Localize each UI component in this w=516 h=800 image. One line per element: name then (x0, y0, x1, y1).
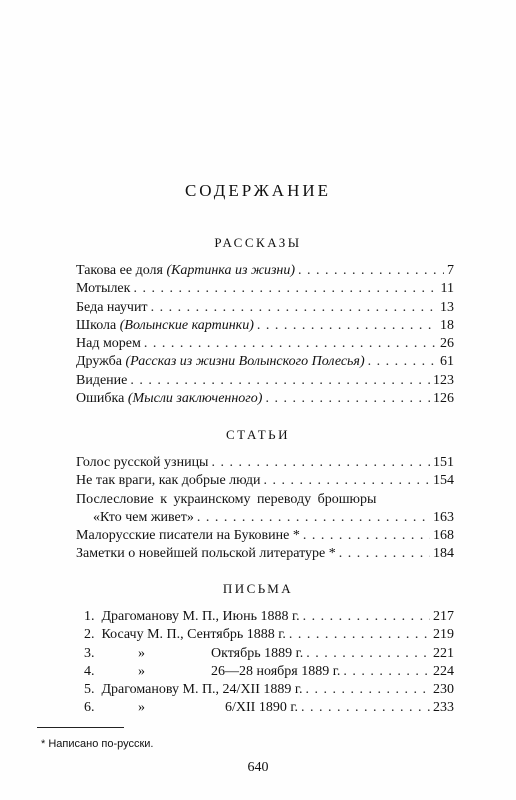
entry-page: 26 (440, 336, 454, 352)
toc-entry (76, 390, 454, 408)
entry-number: 4. (84, 663, 95, 679)
entry-title: Ошибка (76, 391, 128, 407)
entry-title: Заметки о новейшей польской литературе * (76, 546, 336, 562)
toc-entry (76, 509, 454, 527)
leader-dots (289, 626, 430, 644)
entry-title: Не так враги, как добрые люди (76, 473, 261, 489)
toc-entry (84, 681, 454, 699)
entry-title: Драгоманову М. П., Июнь 1888 г. (101, 609, 300, 624)
leader-dots (306, 645, 430, 663)
entry-title: Школа (76, 317, 120, 333)
entry-title: 26—28 ноября 1889 г. (211, 663, 341, 679)
entry-page: 217 (433, 609, 454, 624)
entry-page: 18 (440, 317, 454, 333)
entry-title: Над морем (76, 336, 141, 352)
leader-dots (368, 353, 437, 371)
section-heading-stories: РАССКАЗЫ (214, 235, 302, 250)
toc-entry (76, 545, 454, 563)
section-heading-letters: ПИСЬМА (222, 581, 294, 596)
entry-page: 230 (433, 682, 454, 698)
entry-number: 2. (84, 627, 95, 643)
leader-dots (257, 317, 437, 335)
footnote: * Написано по-русски. (41, 738, 154, 750)
entry-number: 5. (84, 682, 95, 698)
toc-entry (76, 335, 454, 353)
leader-dots (265, 390, 430, 408)
leader-dots (133, 280, 437, 298)
entry-title: Голос русской узницы (76, 455, 209, 470)
leader-dots (301, 699, 430, 717)
toc-entry (76, 353, 454, 371)
entry-title: Послесловие к украинскому переводу брошюры (76, 491, 377, 507)
entry-title: Беда научит (76, 299, 148, 315)
leader-dots (130, 372, 430, 390)
entry-page: 219 (433, 627, 454, 643)
leader-dots (264, 472, 430, 490)
toc-stories (76, 262, 454, 408)
toc-letters (84, 608, 454, 718)
entry-page: 233 (433, 700, 454, 716)
toc-entry (76, 372, 454, 390)
section-heading-articles: СТАТЬИ (225, 427, 290, 442)
toc-entry (76, 317, 454, 335)
leader-dots (306, 681, 430, 699)
toc-entry (76, 527, 454, 545)
entry-page: 184 (433, 546, 454, 562)
entry-subtitle: (Картинка из жизни) (166, 263, 296, 278)
toc-entry (84, 699, 454, 717)
entry-title: Малорусские писатели на Буковине * (76, 528, 300, 544)
toc-entry (84, 608, 454, 626)
toc-articles (76, 454, 454, 564)
ditto-mark: » (138, 645, 145, 661)
leader-dots (211, 454, 430, 472)
entry-number: 1. (84, 609, 95, 624)
entry-title: Косачу М. П., Сентябрь 1888 г. (101, 627, 286, 643)
entry-page: 151 (433, 455, 454, 470)
entry-page: 163 (433, 509, 454, 525)
page-number: 640 (247, 760, 269, 775)
entry-page: 168 (433, 528, 454, 544)
toc-entry (84, 626, 454, 644)
entry-page: 61 (440, 354, 454, 370)
entry-page: 7 (447, 263, 454, 278)
toc-entry (84, 645, 454, 663)
toc-entry (76, 299, 454, 317)
toc-entry (76, 280, 454, 298)
entry-title: «Кто чем живет» (93, 509, 194, 525)
entry-title: Октябрь 1889 г. (211, 645, 304, 661)
leader-dots (151, 299, 437, 317)
leader-dots (303, 608, 430, 626)
page-title: СОДЕРЖАНИЕ (184, 181, 332, 200)
entry-title: 6/XII 1890 г. (225, 700, 298, 716)
leader-dots (144, 335, 437, 353)
ditto-mark: » (138, 663, 145, 679)
leader-dots (339, 545, 430, 563)
entry-page: 13 (440, 299, 454, 315)
entry-title: Мотылек (76, 281, 131, 297)
entry-page: 221 (433, 645, 454, 661)
entry-page: 11 (440, 281, 454, 297)
leader-dots (197, 509, 430, 527)
entry-number: 6. (84, 700, 95, 716)
ditto-mark: » (138, 700, 145, 716)
entry-page: 224 (433, 663, 454, 679)
leader-dots (298, 262, 444, 280)
toc-entry (76, 454, 454, 472)
leader-dots (343, 663, 430, 681)
entry-page: 154 (433, 473, 454, 489)
footnote-divider (37, 727, 124, 728)
toc-entry (84, 663, 454, 681)
toc-entry (76, 262, 454, 280)
entry-title: Дружба (76, 354, 126, 370)
toc-entry (76, 472, 454, 490)
entry-subtitle: (Рассказ из жизни Волынского Полесья) (125, 354, 365, 370)
leader-dots (303, 527, 430, 545)
toc-entry (76, 491, 454, 509)
entry-number: 3. (84, 645, 95, 661)
entry-title: Видение (76, 372, 128, 388)
entry-subtitle: (Мысли заключенного) (127, 391, 263, 407)
entry-page: 126 (433, 391, 454, 407)
entry-page: 123 (433, 372, 454, 388)
entry-title: Драгоманову М. П., 24/XII 1889 г. (101, 682, 303, 698)
entry-title: Такова ее доля (76, 263, 167, 278)
entry-subtitle: (Волынские картинки) (119, 317, 254, 333)
